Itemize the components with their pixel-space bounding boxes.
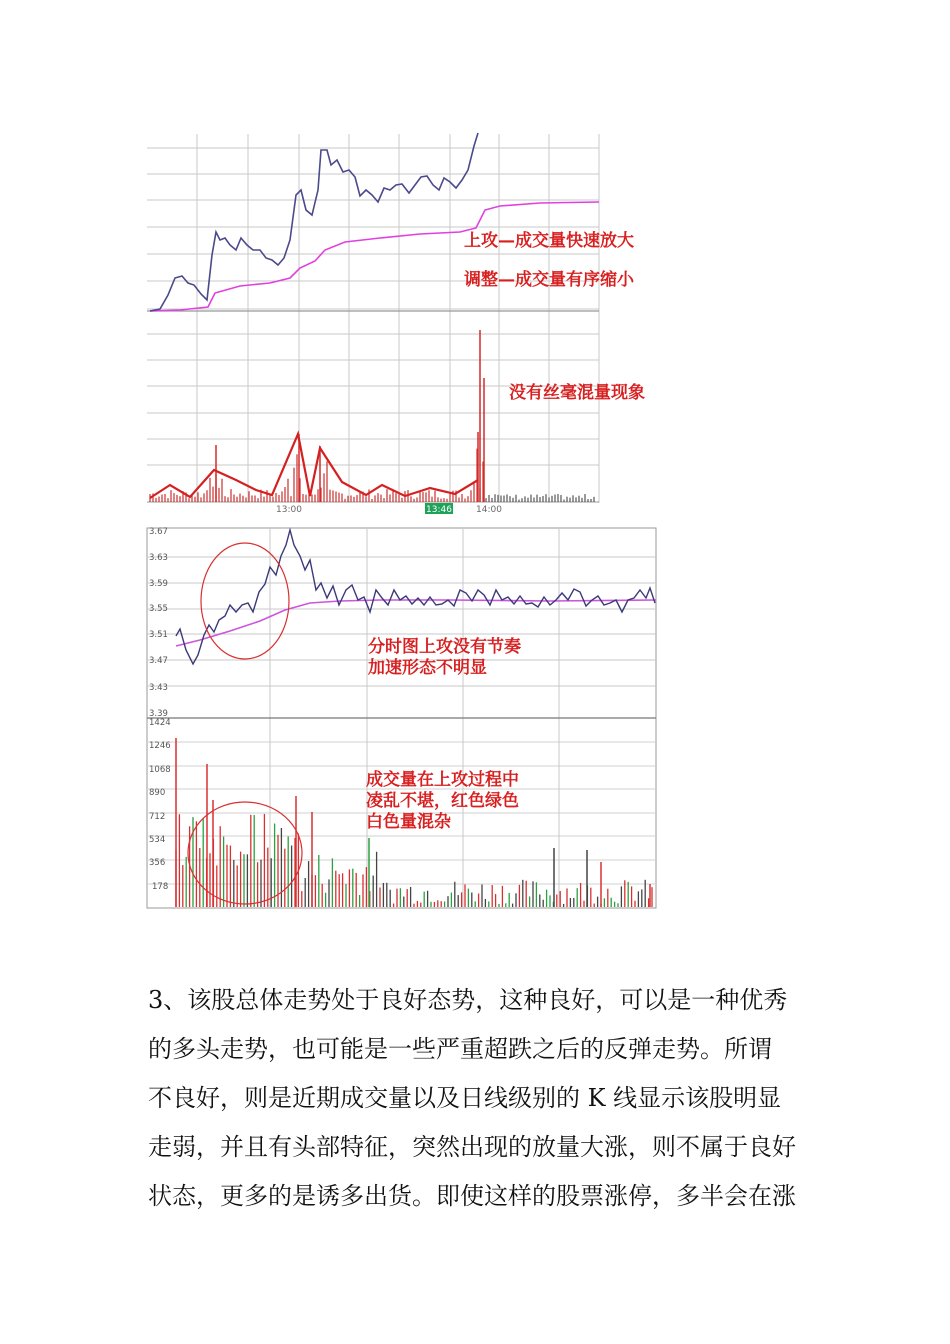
annotation-no-rhythm: 分时图上攻没有节奏 [368, 637, 521, 657]
price-axis-labels [149, 527, 168, 719]
figure1-average-line [150, 202, 599, 311]
price-label: 3.55 [149, 604, 168, 614]
volume-label: 712 [149, 812, 166, 822]
volume-label: 534 [149, 835, 166, 845]
figure1-volume-trend-line [150, 434, 478, 498]
paragraph-line: 的多头走势，也可能是一些严重超跌之后的反弹走势。所谓 [148, 1035, 772, 1063]
annotation-no-mixed-volume: 没有丝毫混量现象 [509, 383, 645, 403]
volume-label: 356 [149, 858, 166, 868]
figure1-grid [147, 134, 599, 503]
annotation-acceleration-unclear: 加速形态不明显 [368, 658, 487, 678]
price-label: 3.59 [149, 579, 168, 589]
paragraph-line: 状态，更多的是诱多出货。即使这样的股票涨停，多半会在涨 [148, 1182, 796, 1210]
time-tick-1300: 13:00 [276, 505, 302, 515]
volume-label: 1246 [149, 741, 171, 751]
figure2 [147, 527, 656, 908]
body-paragraph [148, 976, 820, 1221]
time-tick-1346: 13:46 [426, 505, 452, 515]
figure1 [147, 133, 645, 515]
circle-price-highlight [201, 543, 289, 659]
annotation-volume-messy-1: 成交量在上攻过程中 [366, 770, 519, 790]
annotation-adjust: 调整—成交量有序缩小 [464, 270, 634, 290]
price-label: 3.43 [149, 683, 168, 693]
figure1-volume-bars [150, 330, 594, 502]
volume-label: 1068 [149, 765, 171, 775]
paragraph-line: 不良好，则是近期成交量以及日线级别的 K 线显示该股明显 [148, 1084, 782, 1112]
paragraph-line: 走弱，并且有头部特征，突然出现的放量大涨，则不属于良好 [148, 1133, 796, 1161]
annotation-attack: 上攻—成交量快速放大 [464, 231, 634, 251]
volume-axis-labels [149, 718, 171, 892]
annotation-volume-messy-2: 凌乱不堪，红色绿色 [366, 791, 519, 811]
volume-label: 890 [149, 788, 166, 798]
paragraph-line: 3、该股总体走势处于良好态势，这种良好，可以是一种优秀 [148, 986, 788, 1014]
annotation-volume-messy-3: 白色量混杂 [366, 812, 451, 832]
time-tick-1400: 14:00 [476, 505, 502, 515]
figure1-price-line [150, 133, 478, 311]
volume-label: 1424 [149, 718, 171, 728]
price-label: 3.39 [149, 709, 168, 719]
price-label: 3.67 [149, 527, 168, 537]
price-label: 3.63 [149, 553, 168, 563]
price-label: 3.47 [149, 656, 168, 666]
volume-label: 178 [152, 882, 169, 892]
price-label: 3.51 [149, 630, 168, 640]
